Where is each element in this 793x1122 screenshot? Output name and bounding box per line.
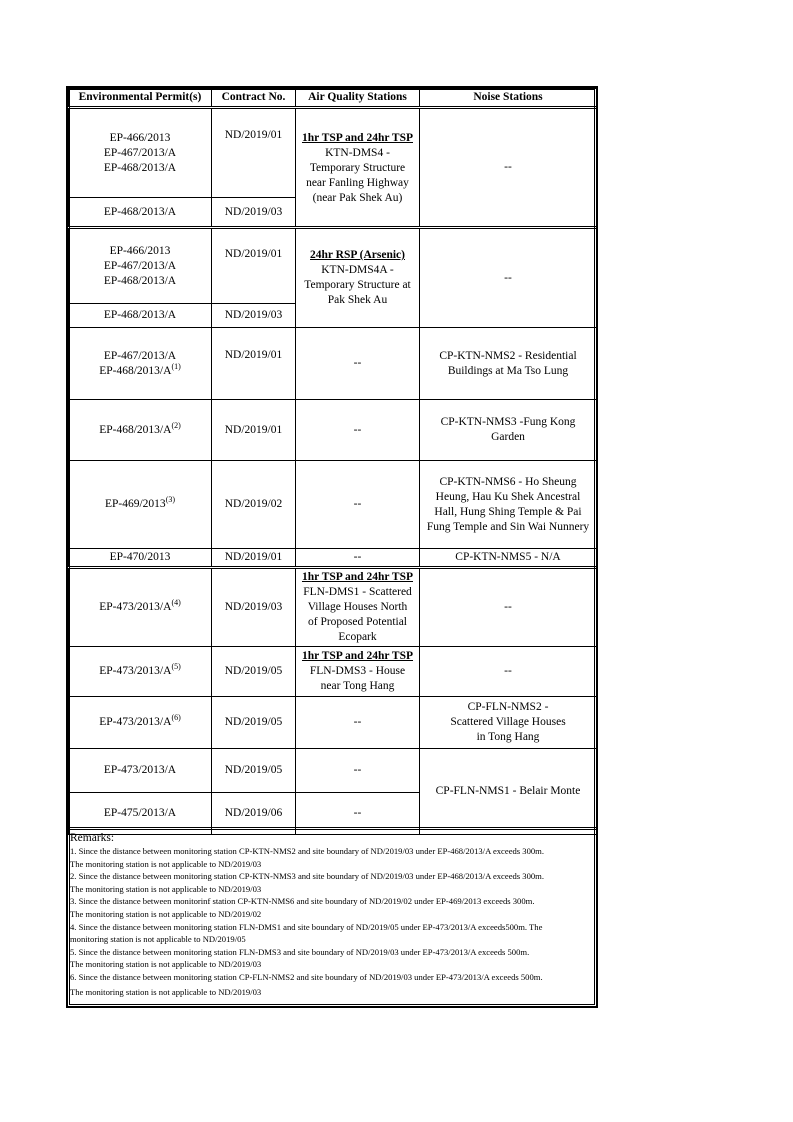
contract-cell: ND/2019/01 — [212, 549, 296, 568]
remarks-section — [68, 827, 596, 998]
permit-cell: EP-466/2013 EP-467/2013/A EP-468/2013/A — [69, 228, 212, 304]
contract-cell: ND/2019/01 — [212, 228, 296, 304]
contract-cell: ND/2019/06 — [212, 793, 296, 835]
remark-line: The monitoring station is not applicable to ND/2019/03 — [70, 986, 262, 997]
remark-line: monitoring station is not applicable to ND/2019/05 — [70, 934, 246, 945]
contract-cell: ND/2019/01 — [212, 328, 296, 400]
noise-station-cell: CP-KTN-NMS6 - Ho Sheung Heung, Hau Ku Shek Ancestral Hall, Hung Shing Temple & Pai Fung Temple and Sin Wai Nunnery — [420, 461, 597, 549]
remark-line: 2. Since the distance between monitoring station CP-KTN-NMS3 and site boundary of ND/2019/03 under EP-468/2013/A exceeds 300m. — [70, 871, 545, 882]
header-noise: Noise Stations — [420, 89, 597, 108]
noise-station-cell: CP-FLN-NMS1 - Belair Monte — [420, 749, 597, 835]
footnote-ref: (1) — [171, 361, 181, 371]
air-station-cell: -- — [296, 400, 420, 461]
noise-station-cell: CP-FLN-NMS2 - Scattered Village Houses in Tong Hang — [420, 697, 597, 749]
permit-cell: EP-468/2013/A — [69, 304, 212, 328]
air-heading: 1hr TSP and 24hr TSP — [301, 132, 413, 144]
remarks-title: Remarks: — [70, 832, 115, 844]
noise-station-cell: CP-KTN-NMS3 -Fung Kong Garden — [420, 400, 597, 461]
header-air: Air Quality Stations — [296, 89, 420, 108]
permit-cell: $EP-473/2013/A^{(6)}$ — [69, 697, 212, 749]
permit-cell: $EP-473/2013/A^{(5)}$ — [69, 647, 212, 697]
contract-cell: ND/2019/01 — [212, 400, 296, 461]
table-row — [69, 568, 597, 647]
contract-cell: ND/2019/03 — [212, 304, 296, 328]
contract-cell: ND/2019/01 — [212, 108, 296, 198]
noise-station-cell: -- — [420, 647, 597, 697]
permit-cell: EP-468/2013/A — [69, 198, 212, 228]
noise-station-cell: -- — [420, 568, 597, 647]
table-row — [69, 228, 597, 304]
permit-cell: EP-469/2013$^{(3)}$ — [69, 461, 212, 549]
contract-cell: ND/2019/05 — [212, 647, 296, 697]
header-permit: Environmental Permit(s) — [69, 89, 212, 108]
air-heading: 1hr TSP and 24hr TSP — [301, 571, 413, 583]
air-station-cell: -- — [296, 749, 420, 793]
monitoring-stations-table — [68, 88, 597, 835]
contract-cell: ND/2019/03 — [212, 568, 296, 647]
remark-line: 1. Since the distance between monitoring station CP-KTN-NMS2 and site boundary of ND/2019/03 under EP-468/2013/A exceeds 300m. — [70, 846, 545, 856]
air-station-cell: -- — [296, 461, 420, 549]
air-station-cell: -- — [296, 793, 420, 835]
table-row — [69, 108, 597, 198]
permit-cell: $EP-473/2013/A^{(4)}$ — [69, 568, 212, 647]
permit-cell: $EP-468/2013/A^{(2)}$ — [69, 400, 212, 461]
table-row — [69, 647, 597, 697]
air-station-cell: 24hr RSP (Arsenic) KTN-DMS4A - Temporary Structure at Pak Shek Au — [296, 228, 420, 328]
contract-cell: ND/2019/03 — [212, 198, 296, 228]
table-row — [69, 749, 597, 793]
air-station-cell: 1hr TSP and 24hr TSP KTN-DMS4 - Temporary Structure near Fanling Highway (near Pak Shek Au) — [296, 108, 420, 228]
table-row — [69, 549, 597, 568]
footnote-ref: (3) — [165, 495, 176, 505]
air-station-cell: 1hr TSP and 24hr TSP FLN-DMS3 - House near Tong Hang — [296, 647, 420, 697]
permit-cell: EP-470/2013 — [69, 549, 212, 568]
permit-cell: EP-473/2013/A — [69, 749, 212, 793]
header-contract: Contract No. — [212, 89, 296, 108]
remark-line: 6. Since the distance between monitoring station CP-FLN-NMS2 and site boundary of ND/2019/03 under EP-473/2013/A exceeds 500m. — [70, 971, 543, 982]
footnote-ref: (5) — [171, 662, 181, 672]
permit-cell: EP-466/2013 EP-467/2013/A EP-468/2013/A — [69, 108, 212, 198]
noise-station-cell: CP-KTN-NMS5 - N/A — [420, 549, 597, 568]
contract-cell: ND/2019/05 — [212, 697, 296, 749]
footnote-ref: (4) — [171, 598, 181, 608]
permit-cell: EP-467/2013/A $EP-468/2013/A^{(1)}$ — [69, 328, 212, 400]
remark-line: The monitoring station is not applicable to ND/2019/03 — [70, 959, 262, 970]
remark-line: The monitoring station is not applicable to ND/2019/03 — [70, 883, 262, 894]
noise-station-cell: -- — [420, 108, 597, 228]
remark-line: The monitoring station is not applicable to ND/2019/03 — [70, 858, 262, 869]
contract-cell: ND/2019/02 — [212, 461, 296, 549]
remark-line: 4. Since the distance between monitoring station FLN-DMS1 and site boundary of ND/2019/05 under EP-473/2013/A exceeds500m. The — [70, 921, 543, 932]
air-station-cell: 1hr TSP and 24hr TSP FLN-DMS1 - Scattered Village Houses North of Proposed Potential Ecopark — [296, 568, 420, 647]
footnote-ref: (2) — [171, 420, 181, 430]
air-station-cell: -- — [296, 328, 420, 400]
air-station-cell: -- — [296, 697, 420, 749]
table-row — [69, 328, 597, 400]
header-row — [69, 89, 597, 108]
air-heading: 1hr TSP and 24hr TSP — [301, 650, 413, 662]
air-heading: 24hr RSP (Arsenic) — [310, 249, 405, 261]
permit-cell: EP-475/2013/A — [69, 793, 212, 835]
remark-line: 3. Since the distance between monitorinf station CP-KTN-NMS6 and site boundary of ND/2019/02 under EP-469/2013 exceeds 300m. — [70, 896, 535, 907]
contract-cell: ND/2019/05 — [212, 749, 296, 793]
table-row — [69, 697, 597, 749]
remark-line: The monitoring station is not applicable to ND/2019/02 — [70, 908, 262, 919]
table-row — [69, 400, 597, 461]
remark-line: 5. Since the distance between monitoring station FLN-DMS3 and site boundary of ND/2019/03 under EP-473/2013/A exceeds 500m. — [70, 946, 530, 957]
footnote-ref: (6) — [171, 713, 181, 723]
table-row — [69, 461, 597, 549]
air-station-cell: -- — [296, 549, 420, 568]
noise-station-cell: -- — [420, 228, 597, 328]
noise-station-cell: CP-KTN-NMS2 - Residential Buildings at Ma Tso Lung — [420, 328, 597, 400]
